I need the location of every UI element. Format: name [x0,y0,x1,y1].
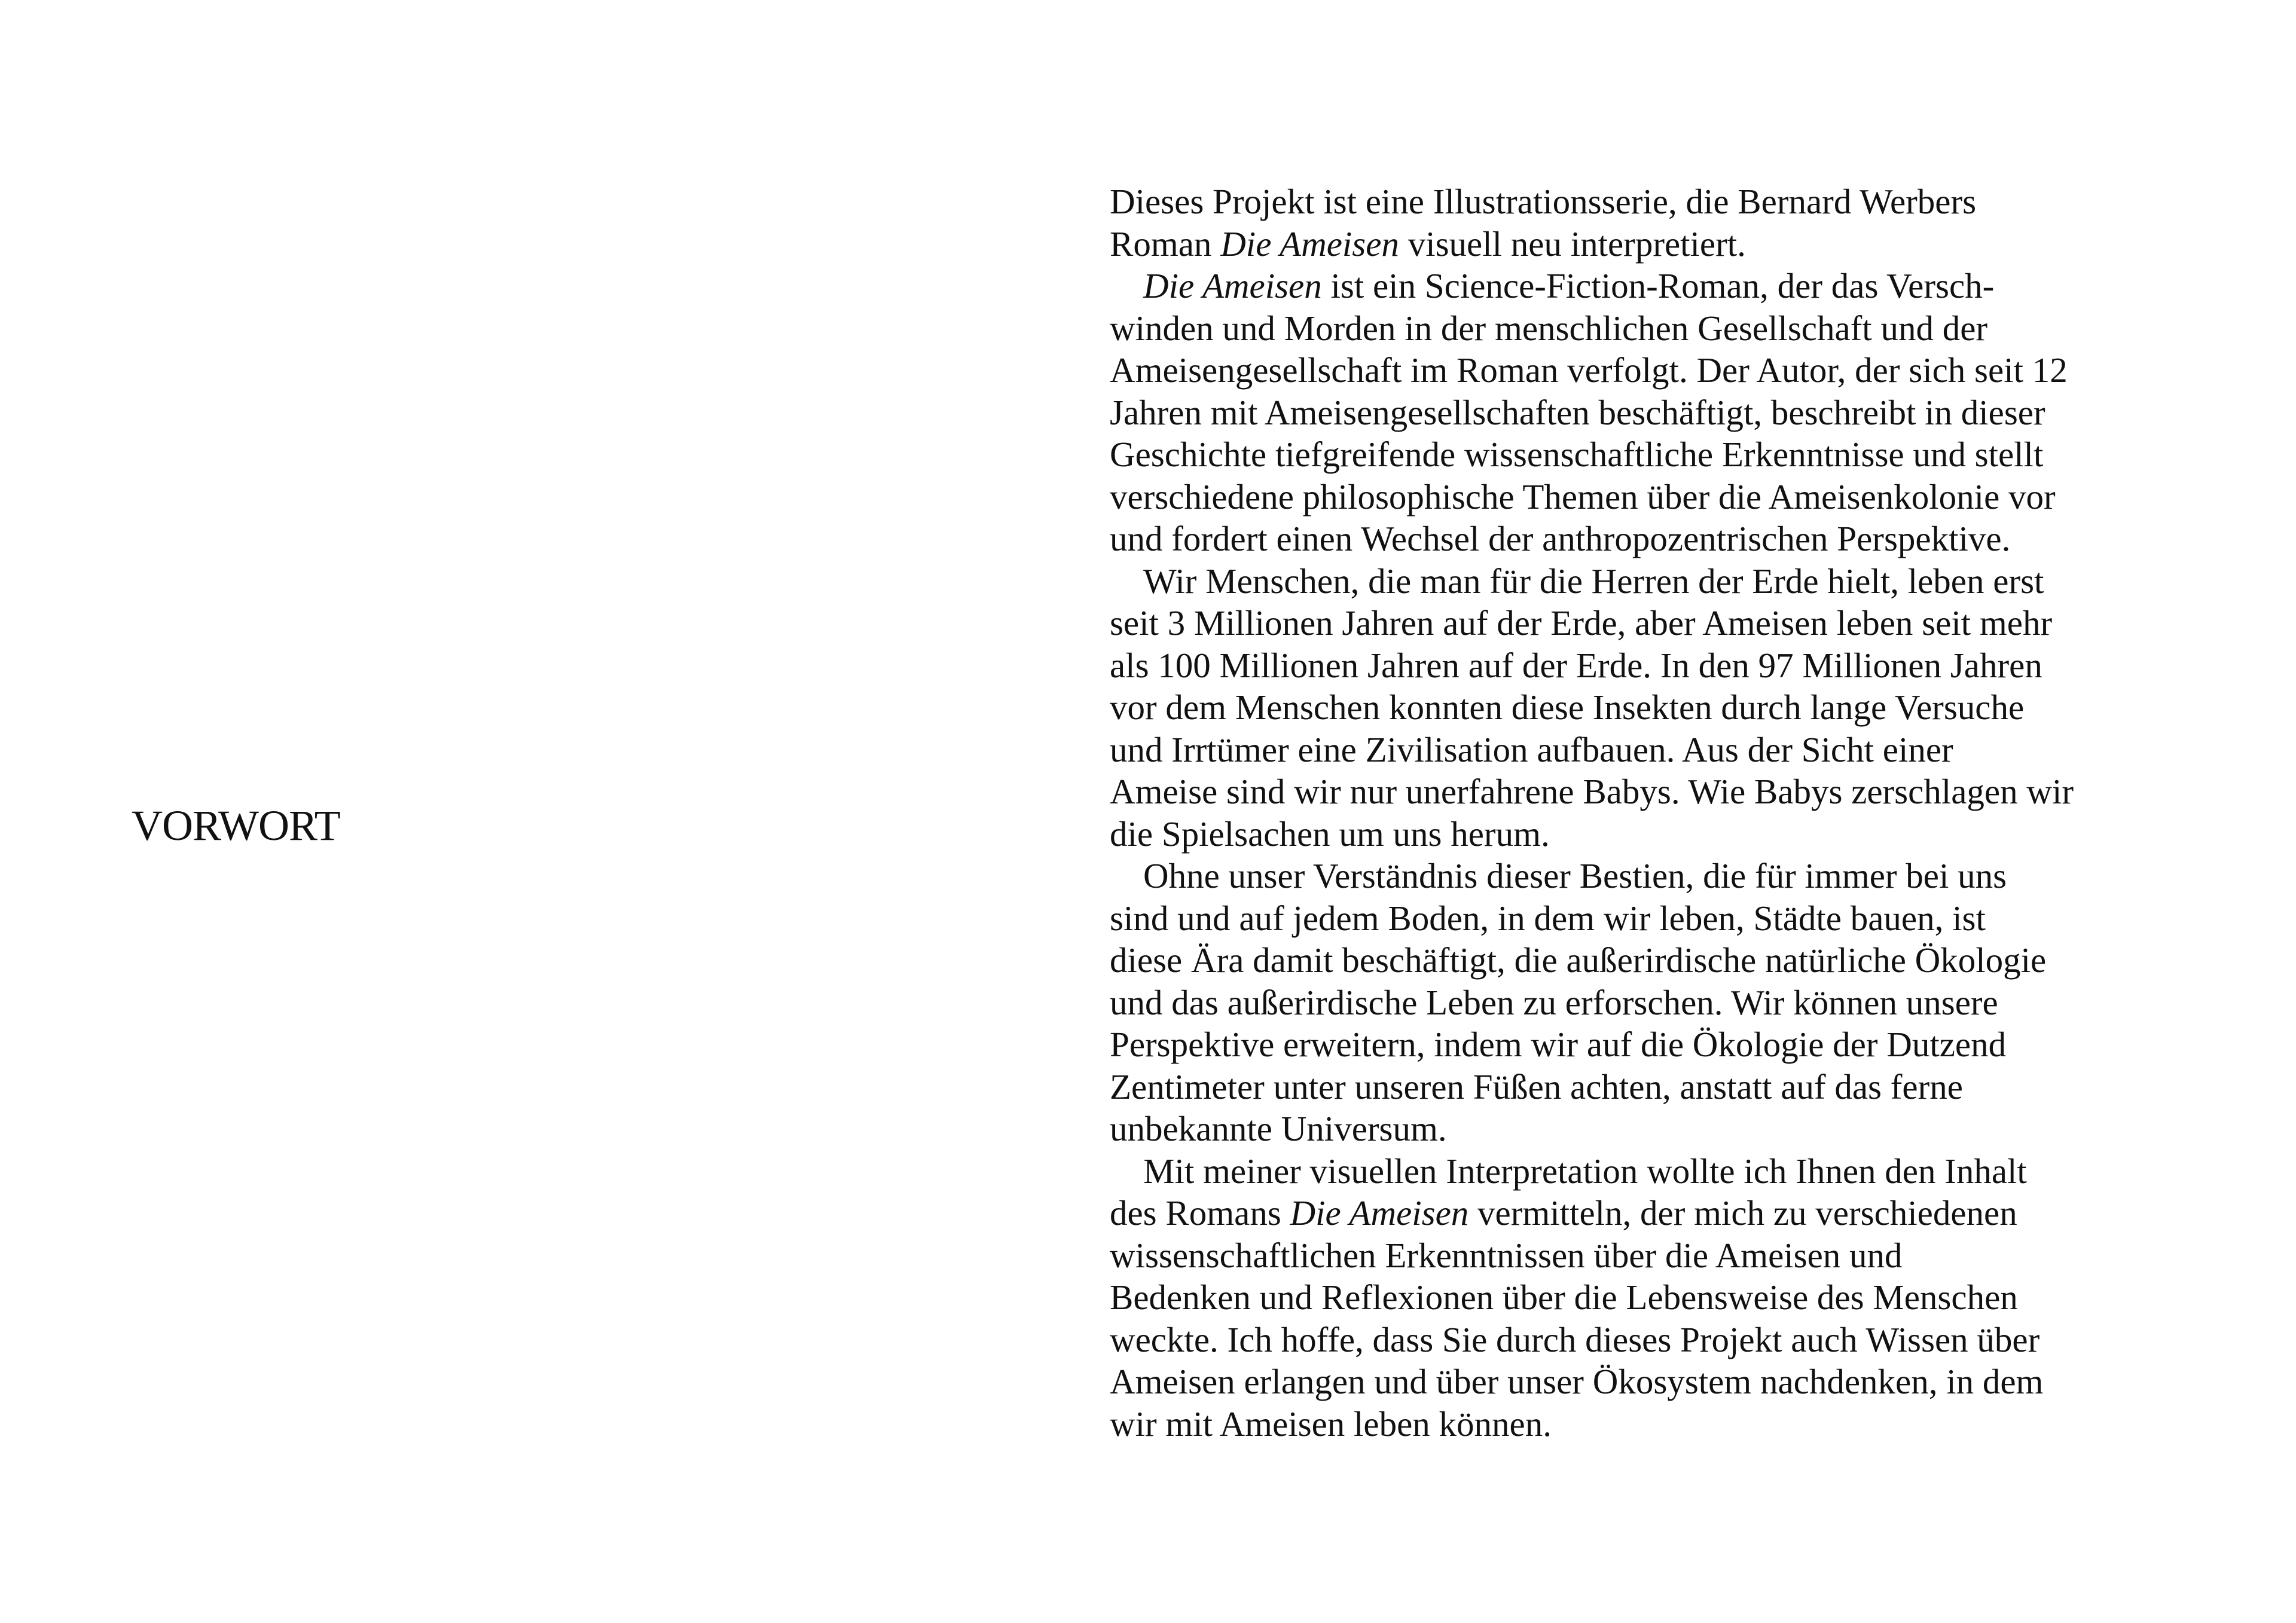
paragraph-1 [1110,181,2186,265]
foreword-text [1110,181,2186,1445]
text-line: Mit meiner visuellen Interpretation wollte ich Ihnen den Inhalt [1143,1151,2027,1191]
text-line: Ohne unser Verständnis dieser Bestien, die für immer bei uns [1143,856,2007,895]
text-line: seit 3 Millionen Jahren auf der Erde, aber Ameisen leben seit mehr [1110,603,2053,643]
text-line: die Spielsachen um uns herum. [1110,814,1550,854]
page-title: VORWORT [132,802,340,849]
text-line: Jahren mit Ameisengesellschaften beschäftigt, beschreibt in dieser [1110,392,2045,432]
book-title: Die Ameisen [1290,1193,1469,1233]
text-line: winden und Morden in der menschlichen Gesellschaft und der [1110,308,1988,348]
text-line: weckte. Ich hoffe, dass Sie durch dieses Projekt auch Wissen über [1110,1319,2040,1359]
paragraph-5 [1110,1150,2186,1445]
paragraph-4 [1110,855,2186,1150]
text-line: Perspektive erweitern, indem wir auf die Ökologie der Dutzend [1110,1025,2007,1064]
book-title: Die Ameisen [1143,266,1322,305]
text-line: und das außerirdische Leben zu erforschen. Wir können unsere [1110,982,1998,1022]
text-line: wissenschaftlichen Erkenntnissen über die Ameisen und [1110,1235,1903,1275]
text-line: Ameisen erlangen und über unser Ökosystem nachdenken, in dem [1110,1362,2044,1401]
text-line: Ameise sind wir nur unerfahrene Babys. Wie Babys zerschlagen wir [1110,772,2074,811]
paragraph-3 [1110,560,2186,855]
text-line: diese Ära damit beschäftigt, die außerirdische natürliche Ökologie [1110,940,2047,980]
paragraph-2 [1110,265,2186,560]
text-line: Roman Die Ameisen visuell neu interpretiert. [1110,224,1746,264]
text-line: Wir Menschen, die man für die Herren der Erde hielt, leben erst [1143,561,2044,601]
text-line: als 100 Millionen Jahren auf der Erde. In den 97 Millionen Jahren [1110,645,2042,685]
text-line: wir mit Ameisen leben können. [1110,1404,1552,1444]
text-line: vor dem Menschen konnten diese Insekten durch lange Versuche [1110,687,2025,727]
text-line: Zentimeter unter unseren Füßen achten, anstatt auf das ferne [1110,1066,1963,1107]
text-line: und fordert einen Wechsel der anthropozentrischen Perspektive. [1110,519,2011,558]
text-line: Die Ameisen ist ein Science-Fiction-Roman, der das Versch- [1143,266,1995,305]
text-line: und Irrtümer eine Zivilisation aufbauen. Aus der Sicht einer [1110,729,1953,769]
right-page [1110,0,2296,1623]
text-line: des Romans Die Ameisen vermitteln, der mich zu verschiedenen [1110,1193,2017,1233]
text-line: Ameisengesellschaft im Roman verfolgt. Der Autor, der sich seit 12 [1110,350,2068,390]
text-line: unbekannte Universum. [1110,1109,1447,1148]
text-line: Bedenken und Reflexionen über die Lebensweise des Menschen [1110,1277,2018,1317]
text-line: Dieses Projekt ist eine Illustrationsserie, die Bernard Werbers [1110,182,1977,221]
text-line: sind und auf jedem Boden, in dem wir leben, Städte bauen, ist [1110,898,1986,938]
text-line: Geschichte tiefgreifende wissenschaftliche Erkenntnisse und stellt [1110,435,2044,474]
book-title: Die Ameisen [1220,224,1399,264]
text-line: verschiedene philosophische Themen über die Ameisenkolonie vor [1110,476,2056,516]
